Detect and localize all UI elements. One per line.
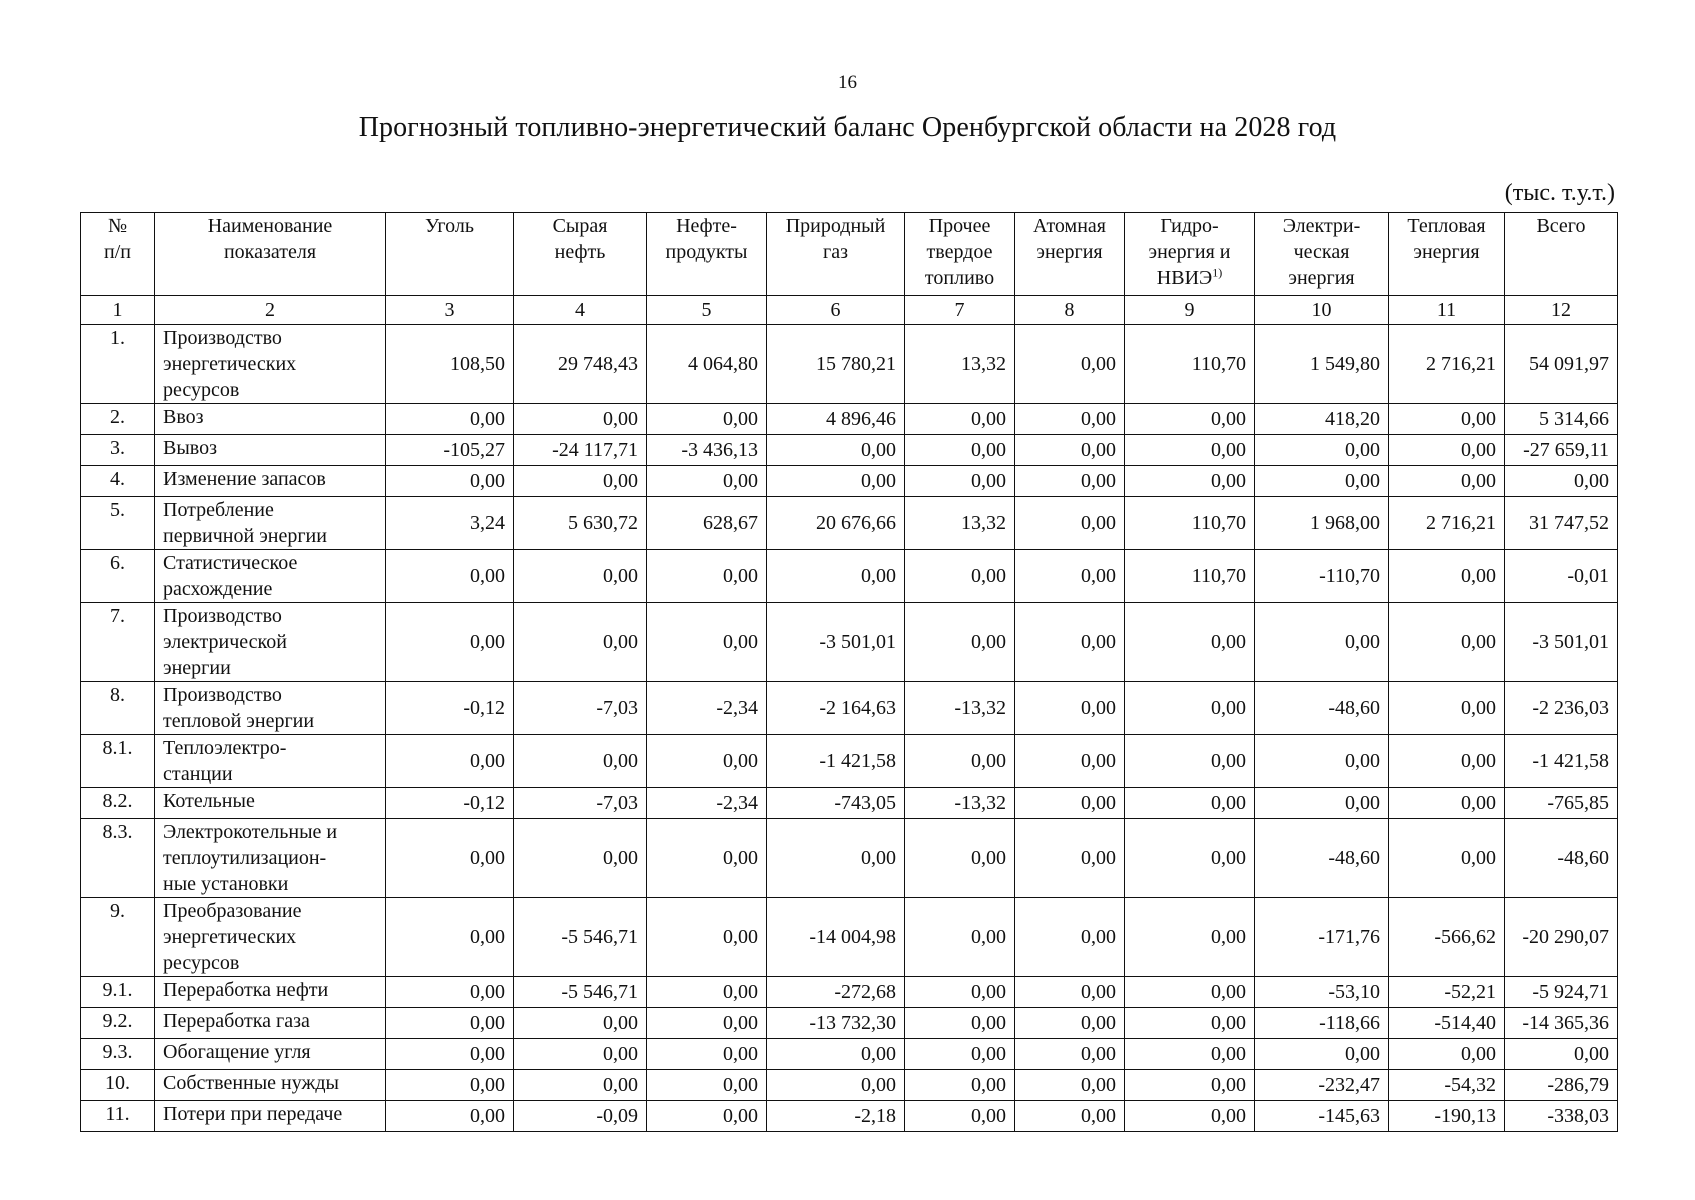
value-cell: 4 896,46 (767, 404, 905, 435)
value-cell: 1 968,00 (1255, 497, 1389, 550)
value-cell: -2,34 (647, 682, 767, 735)
value-cell: 0,00 (386, 819, 514, 898)
indicator-name: Теплоэлектро- станции (155, 735, 386, 788)
header-no: № п/п (81, 213, 155, 296)
indicator-name: Производство тепловой энергии (155, 682, 386, 735)
value-cell: 0,00 (386, 977, 514, 1008)
column-number: 4 (514, 296, 647, 325)
indicator-name: Обогащение угля (155, 1039, 386, 1070)
value-cell: 5 314,66 (1505, 404, 1618, 435)
indicator-name: Изменение запасов (155, 466, 386, 497)
value-cell: 0,00 (1255, 788, 1389, 819)
value-cell: -7,03 (514, 788, 647, 819)
value-cell: 0,00 (647, 735, 767, 788)
table-row (81, 435, 1618, 466)
row-number: 8.1. (81, 735, 155, 788)
value-cell: 0,00 (1125, 788, 1255, 819)
value-cell: -2 164,63 (767, 682, 905, 735)
value-cell: 110,70 (1125, 497, 1255, 550)
value-cell: -53,10 (1255, 977, 1389, 1008)
value-cell: 0,00 (647, 819, 767, 898)
row-number: 11. (81, 1101, 155, 1132)
value-cell: -105,27 (386, 435, 514, 466)
value-cell: 0,00 (1015, 466, 1125, 497)
value-cell: -5 546,71 (514, 977, 647, 1008)
value-cell: 0,00 (514, 1070, 647, 1101)
value-cell: 418,20 (1255, 404, 1389, 435)
value-cell: 0,00 (1125, 1008, 1255, 1039)
indicator-name: Статистическое расхождение (155, 550, 386, 603)
value-cell: -24 117,71 (514, 435, 647, 466)
value-cell: -13,32 (905, 788, 1015, 819)
value-cell: 0,00 (1389, 682, 1505, 735)
row-number: 9.2. (81, 1008, 155, 1039)
value-cell: -743,05 (767, 788, 905, 819)
value-cell: 628,67 (647, 497, 767, 550)
header-other-solid-fuel: Прочее твердое топливо (905, 213, 1015, 296)
value-cell: 0,00 (1015, 682, 1125, 735)
value-cell: -286,79 (1505, 1070, 1618, 1101)
value-cell: -1 421,58 (767, 735, 905, 788)
value-cell: 0,00 (1125, 603, 1255, 682)
value-cell: 0,00 (1015, 603, 1125, 682)
value-cell: 0,00 (386, 603, 514, 682)
value-cell: 0,00 (514, 819, 647, 898)
value-cell: 0,00 (647, 1101, 767, 1132)
value-cell: 3,24 (386, 497, 514, 550)
table-row (81, 404, 1618, 435)
value-cell: 0,00 (1015, 497, 1125, 550)
value-cell: 0,00 (905, 1101, 1015, 1132)
value-cell: -13 732,30 (767, 1008, 905, 1039)
value-cell: 0,00 (1389, 1039, 1505, 1070)
row-number: 7. (81, 603, 155, 682)
value-cell: -14 365,36 (1505, 1008, 1618, 1039)
value-cell: -2,34 (647, 788, 767, 819)
value-cell: 0,00 (1125, 1070, 1255, 1101)
header-oil-products: Нефте- продукты (647, 213, 767, 296)
header-hydro-energy: Гидро- энергия и НВИЭ$^{1)}$ (1125, 213, 1255, 296)
table-row (81, 325, 1618, 404)
value-cell: 0,00 (1015, 977, 1125, 1008)
value-cell: 0,00 (1505, 466, 1618, 497)
value-cell: 0,00 (1389, 435, 1505, 466)
value-cell: 0,00 (905, 550, 1015, 603)
row-number: 8. (81, 682, 155, 735)
indicator-name: Производство электрической энергии (155, 603, 386, 682)
value-cell: 0,00 (1015, 404, 1125, 435)
value-cell: 0,00 (1255, 466, 1389, 497)
value-cell: 0,00 (1125, 977, 1255, 1008)
value-cell: 0,00 (905, 404, 1015, 435)
value-cell: 0,00 (767, 466, 905, 497)
indicator-name: Ввоз (155, 404, 386, 435)
value-cell: 0,00 (386, 550, 514, 603)
column-number: 10 (1255, 296, 1389, 325)
value-cell: -3 501,01 (1505, 603, 1618, 682)
value-cell: 0,00 (1015, 819, 1125, 898)
table-row (81, 1070, 1618, 1101)
row-number: 6. (81, 550, 155, 603)
value-cell: -118,66 (1255, 1008, 1389, 1039)
value-cell: -0,12 (386, 788, 514, 819)
table-row (81, 735, 1618, 788)
table-row (81, 1008, 1618, 1039)
value-cell: 0,00 (767, 1039, 905, 1070)
value-cell: 0,00 (647, 1039, 767, 1070)
value-cell: 20 676,66 (767, 497, 905, 550)
value-cell: -2,18 (767, 1101, 905, 1132)
value-cell: 2 716,21 (1389, 325, 1505, 404)
value-cell: -3 436,13 (647, 435, 767, 466)
header-nuclear-energy: Атомная энергия (1015, 213, 1125, 296)
column-number-row (81, 296, 1618, 325)
value-cell: 0,00 (1125, 735, 1255, 788)
value-cell: 0,00 (647, 603, 767, 682)
value-cell: 0,00 (767, 435, 905, 466)
value-cell: 0,00 (1015, 550, 1125, 603)
column-number: 11 (1389, 296, 1505, 325)
value-cell: 2 716,21 (1389, 497, 1505, 550)
value-cell: -14 004,98 (767, 898, 905, 977)
value-cell: -48,60 (1505, 819, 1618, 898)
column-number: 1 (81, 296, 155, 325)
header-total: Всего (1505, 213, 1618, 296)
value-cell: 0,00 (1125, 1039, 1255, 1070)
value-cell: 0,00 (386, 404, 514, 435)
column-number: 8 (1015, 296, 1125, 325)
row-number: 4. (81, 466, 155, 497)
value-cell: -1 421,58 (1505, 735, 1618, 788)
table-row (81, 497, 1618, 550)
table-row (81, 788, 1618, 819)
value-cell: -0,01 (1505, 550, 1618, 603)
value-cell: 0,00 (1015, 735, 1125, 788)
value-cell: -145,63 (1255, 1101, 1389, 1132)
value-cell: 0,00 (1505, 1039, 1618, 1070)
table-row (81, 550, 1618, 603)
value-cell: 0,00 (647, 466, 767, 497)
units-label: (тыс. т.у.т.) (1504, 180, 1615, 206)
value-cell: -190,13 (1389, 1101, 1505, 1132)
value-cell: 0,00 (386, 735, 514, 788)
value-cell: 0,00 (1389, 466, 1505, 497)
header-crude-oil: Сырая нефть (514, 213, 647, 296)
value-cell: 0,00 (905, 1008, 1015, 1039)
value-cell: 0,00 (1015, 898, 1125, 977)
value-cell: 0,00 (1015, 1008, 1125, 1039)
value-cell: 0,00 (905, 977, 1015, 1008)
value-cell: -2 236,03 (1505, 682, 1618, 735)
value-cell: 0,00 (1015, 1039, 1125, 1070)
value-cell: -5 924,71 (1505, 977, 1618, 1008)
value-cell: 108,50 (386, 325, 514, 404)
value-cell: -20 290,07 (1505, 898, 1618, 977)
header-heat-energy: Тепловая энергия (1389, 213, 1505, 296)
table-row (81, 1039, 1618, 1070)
indicator-name: Потери при передаче (155, 1101, 386, 1132)
row-number: 9.3. (81, 1039, 155, 1070)
value-cell: 0,00 (1125, 404, 1255, 435)
value-cell: 0,00 (1389, 550, 1505, 603)
value-cell: 0,00 (1015, 435, 1125, 466)
value-cell: -765,85 (1505, 788, 1618, 819)
value-cell: 0,00 (905, 819, 1015, 898)
value-cell: 0,00 (905, 466, 1015, 497)
table-body (81, 325, 1618, 1132)
value-cell: 0,00 (905, 735, 1015, 788)
value-cell: 0,00 (905, 898, 1015, 977)
value-cell: 0,00 (767, 1070, 905, 1101)
table-row (81, 466, 1618, 497)
value-cell: 0,00 (1125, 466, 1255, 497)
row-number: 8.3. (81, 819, 155, 898)
indicator-name: Собственные нужды (155, 1070, 386, 1101)
value-cell: 0,00 (905, 435, 1015, 466)
value-cell: 5 630,72 (514, 497, 647, 550)
value-cell: 0,00 (1255, 435, 1389, 466)
header-name: Наименование показателя (155, 213, 386, 296)
value-cell: -5 546,71 (514, 898, 647, 977)
value-cell: 0,00 (514, 550, 647, 603)
table-row (81, 898, 1618, 977)
page-number: 16 (838, 72, 857, 93)
value-cell: 0,00 (386, 1101, 514, 1132)
value-cell: -52,21 (1389, 977, 1505, 1008)
row-number: 3. (81, 435, 155, 466)
value-cell: -13,32 (905, 682, 1015, 735)
value-cell: -232,47 (1255, 1070, 1389, 1101)
value-cell: 31 747,52 (1505, 497, 1618, 550)
row-number: 2. (81, 404, 155, 435)
value-cell: 0,00 (1255, 603, 1389, 682)
column-number: 2 (155, 296, 386, 325)
value-cell: 29 748,43 (514, 325, 647, 404)
value-cell: 0,00 (647, 977, 767, 1008)
value-cell: 0,00 (767, 550, 905, 603)
indicator-name: Преобразование энергетических ресурсов (155, 898, 386, 977)
value-cell: 0,00 (1255, 735, 1389, 788)
value-cell: 0,00 (514, 603, 647, 682)
row-number: 1. (81, 325, 155, 404)
value-cell: -338,03 (1505, 1101, 1618, 1132)
value-cell: 0,00 (1125, 435, 1255, 466)
row-number: 8.2. (81, 788, 155, 819)
column-number: 6 (767, 296, 905, 325)
row-number: 9.1. (81, 977, 155, 1008)
table-row (81, 1101, 1618, 1132)
value-cell: 0,00 (386, 1070, 514, 1101)
value-cell: 110,70 (1125, 550, 1255, 603)
value-cell: 0,00 (386, 466, 514, 497)
value-cell: 0,00 (905, 1039, 1015, 1070)
table-row (81, 603, 1618, 682)
column-number: 5 (647, 296, 767, 325)
value-cell: 0,00 (1389, 788, 1505, 819)
value-cell: 0,00 (1015, 1101, 1125, 1132)
value-cell: 0,00 (1255, 1039, 1389, 1070)
value-cell: -0,12 (386, 682, 514, 735)
value-cell: 0,00 (1389, 819, 1505, 898)
column-number: 9 (1125, 296, 1255, 325)
value-cell: 0,00 (647, 404, 767, 435)
indicator-name: Котельные (155, 788, 386, 819)
column-number: 3 (386, 296, 514, 325)
value-cell: 0,00 (514, 1039, 647, 1070)
energy-balance-table (80, 212, 1618, 1132)
value-cell: 0,00 (514, 1008, 647, 1039)
value-cell: 0,00 (905, 1070, 1015, 1101)
value-cell: -54,32 (1389, 1070, 1505, 1101)
row-number: 5. (81, 497, 155, 550)
value-cell: 0,00 (1389, 603, 1505, 682)
column-number: 12 (1505, 296, 1618, 325)
value-cell: -48,60 (1255, 682, 1389, 735)
value-cell: 0,00 (1389, 404, 1505, 435)
indicator-name: Переработка газа (155, 1008, 386, 1039)
value-cell: -48,60 (1255, 819, 1389, 898)
value-cell: 0,00 (647, 898, 767, 977)
value-cell: -514,40 (1389, 1008, 1505, 1039)
value-cell: 0,00 (1015, 325, 1125, 404)
value-cell: 0,00 (1389, 735, 1505, 788)
table-row (81, 682, 1618, 735)
header-natural-gas: Природный газ (767, 213, 905, 296)
value-cell: 0,00 (1125, 1101, 1255, 1132)
value-cell: 0,00 (386, 1008, 514, 1039)
indicator-name: Производство энергетических ресурсов (155, 325, 386, 404)
value-cell: 0,00 (1125, 819, 1255, 898)
value-cell: 0,00 (1125, 898, 1255, 977)
value-cell: 0,00 (386, 898, 514, 977)
table-row (81, 819, 1618, 898)
indicator-name: Переработка нефти (155, 977, 386, 1008)
value-cell: 110,70 (1125, 325, 1255, 404)
indicator-name: Электрокотельные и теплоутилизацион- ные установки (155, 819, 386, 898)
value-cell: 0,00 (1015, 788, 1125, 819)
value-cell: 0,00 (386, 1039, 514, 1070)
value-cell: 0,00 (514, 404, 647, 435)
value-cell: 0,00 (514, 466, 647, 497)
value-cell: 54 091,97 (1505, 325, 1618, 404)
value-cell: 13,32 (905, 325, 1015, 404)
header-row (81, 213, 1618, 296)
value-cell: -272,68 (767, 977, 905, 1008)
value-cell: -3 501,01 (767, 603, 905, 682)
header-coal: Уголь (386, 213, 514, 296)
table-row (81, 977, 1618, 1008)
row-number: 10. (81, 1070, 155, 1101)
value-cell: -27 659,11 (1505, 435, 1618, 466)
value-cell: -0,09 (514, 1101, 647, 1132)
value-cell: 0,00 (1125, 682, 1255, 735)
header-electric-energy: Электри- ческая энергия (1255, 213, 1389, 296)
value-cell: 15 780,21 (767, 325, 905, 404)
value-cell: 0,00 (647, 1070, 767, 1101)
value-cell: 0,00 (647, 1008, 767, 1039)
indicator-name: Вывоз (155, 435, 386, 466)
row-number: 9. (81, 898, 155, 977)
value-cell: -171,76 (1255, 898, 1389, 977)
value-cell: 13,32 (905, 497, 1015, 550)
value-cell: -110,70 (1255, 550, 1389, 603)
value-cell: 0,00 (767, 819, 905, 898)
indicator-name: Потребление первичной энергии (155, 497, 386, 550)
value-cell: 0,00 (647, 550, 767, 603)
value-cell: 0,00 (1015, 1070, 1125, 1101)
column-number: 7 (905, 296, 1015, 325)
value-cell: -7,03 (514, 682, 647, 735)
value-cell: 0,00 (905, 603, 1015, 682)
value-cell: -566,62 (1389, 898, 1505, 977)
document-title: Прогнозный топливно-энергетический баланс Оренбургской области на 2028 год (358, 112, 1337, 143)
value-cell: 1 549,80 (1255, 325, 1389, 404)
value-cell: 4 064,80 (647, 325, 767, 404)
value-cell: 0,00 (514, 735, 647, 788)
